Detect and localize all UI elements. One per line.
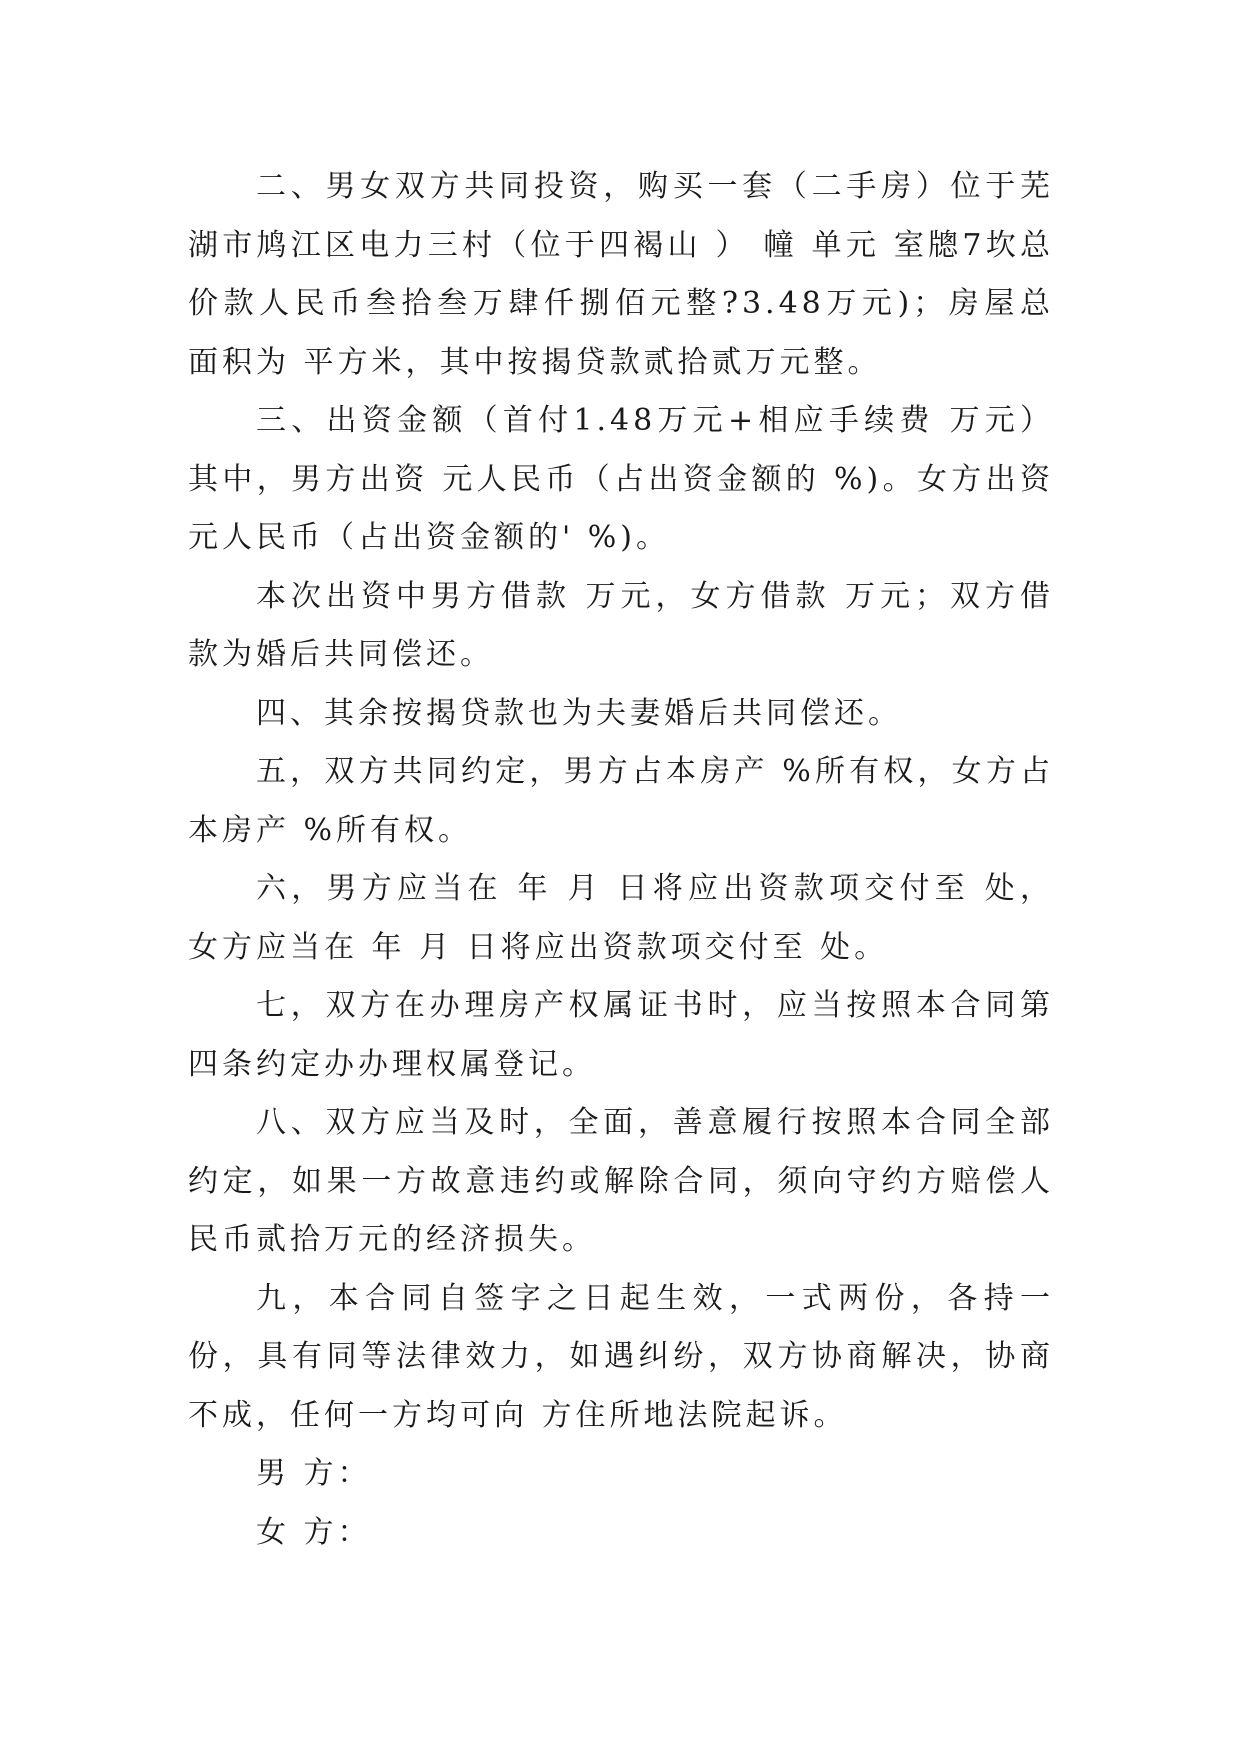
- clause-9-paragraph: 九，本合同自签字之日起生效，一式两份，各持一份，具有同等法律效力，如遇纠纷，双方协商解决，协商不成，任何一方均可向 方住所地法院起诉。: [188, 1280, 1054, 1433]
- clause-2-paragraph: 二、男女双方共同投资，购买一套（二手房）位于芜湖市鸠江区电力三村（位于四褐山 ） 幢 单元 室牕7坎总价款人民币叁拾叁万肆仟捌佰元整?3.48万元)；房屋总面积为 平方米，其中按揭贷款贰拾贰万元整。: [188, 169, 1054, 380]
- document-body: [188, 158, 1068, 1562]
- clause-5-paragraph: 五，双方共同约定，男方占本房产 %所有权，女方占本房产 %所有权。: [188, 754, 1054, 848]
- clause-4-paragraph: 四、其余按揭贷款也为夫妻婚后共同偿还。: [256, 695, 902, 731]
- female-signature-line: 女 方：: [256, 1514, 372, 1550]
- clause-6-paragraph: 六，男方应当在 年 月 日将应出资款项交付至 处，女方应当在 年 月 日将应出资款项交付至 处。: [188, 871, 1054, 965]
- clause-8-paragraph: 八、双方应当及时，全面，善意履行按照本合同全部约定，如果一方故意违约或解除合同，须向守约方赔偿人民币贰拾万元的经济损失。: [188, 1105, 1054, 1257]
- male-signature-line: 男 方：: [256, 1456, 372, 1491]
- clause-7-paragraph: 七，双方在办理房产权属证书时，应当按照本合同第四条约定办办理权属登记。: [188, 988, 1054, 1082]
- clause-3-paragraph: 三、出资金额（首付1.48万元+相应手续费 万元）其中，男方出资 元人民币（占出资金额的 %)。女方出资 元人民币（占出资金额的' %)。: [188, 403, 1068, 555]
- loan-paragraph: 本次出资中男方借款 万元，女方借款 万元；双方借款为婚后共同偿还。: [188, 578, 1054, 672]
